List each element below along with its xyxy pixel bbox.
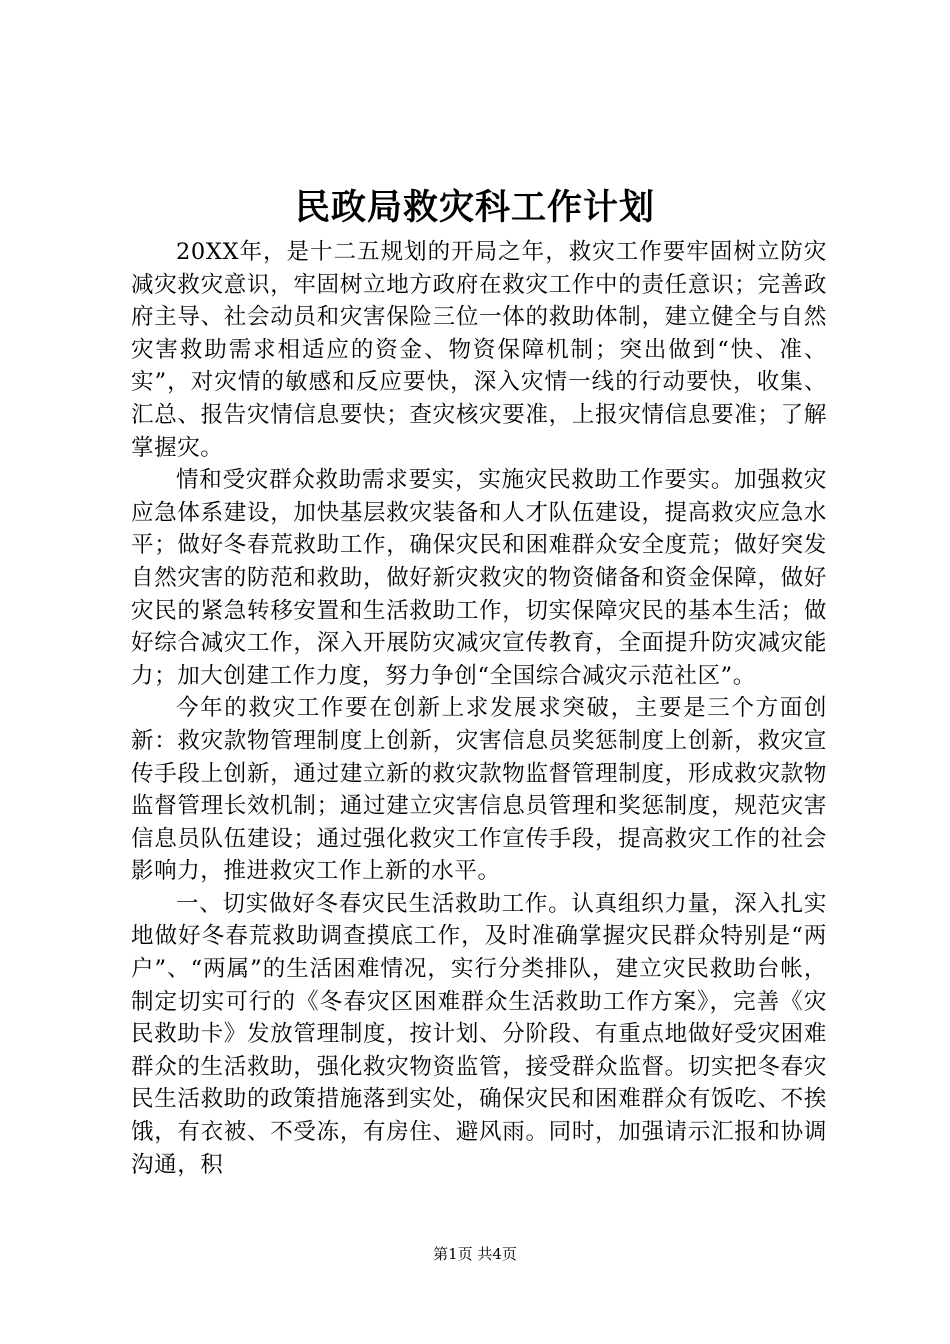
document-body — [131, 236, 827, 1181]
page-footer: 第1页 共4页 — [433, 1245, 517, 1263]
document-title: 民政局救灾科工作计划 — [294, 187, 655, 228]
paragraph-2: 情和受灾群众救助需求要实，实施灾民救助工作要实。加强救灾应急体系建设，加快基层救灾装备和人才队伍建设，提高救灾应急水平；做好冬春荒救助工作，确保灾民和困难群众安全度荒；做好突发自然灾害的防范和救助，做好新灾救灾的物资储备和资金保障，做好灾民的紧急转移安置和生活救助工作，切实保障灾民的基本生活；做好综合减灾工作，深入开展防灾减灾宣传教育，全面提升防灾减灾能力；加大创建工作力度，努力争创“全国综合减灾示范社区”。 — [131, 467, 827, 689]
paragraph-1: 20XX年，是十二五规划的开局之年，救灾工作要牢固树立防灾减灾救灾意识，牢固树立地方政府在救灾工作中的责任意识；完善政府主导、社会动员和灾害保险三位一体的救助体制，建立健全与自然灾害救助需求相适应的资金、物资保障机制；突出做到“快、准、实”，对灾情的敏感和反应要快，深入灾情一线的行动要快，收集、汇总、报告灾情信息要快；查灾核灾要准，上报灾情信息要准；了解掌握灾。 — [131, 239, 827, 461]
paragraph-3: 今年的救灾工作要在创新上求发展求突破，主要是三个方面创新：救灾款物管理制度上创新，灾害信息员奖惩制度上创新，救灾宣传手段上创新，通过建立新的救灾款物监督管理制度，形成救灾款物监督管理长效机制；通过建立灾害信息员管理和奖惩制度，规范灾害信息员队伍建设；通过强化救灾工作宣传手段，提高救灾工作的社会影响力，推进救灾工作上新的水平。 — [131, 695, 827, 885]
paragraph-4: 一、切实做好冬春灾民生活救助工作。认真组织力量，深入扎实地做好冬春荒救助调查摸底工作，及时准确掌握灾民群众特别是“两户”、“两属”的生活困难情况，实行分类排队，建立灾民救助台帐，制定切实可行的《冬春灾区困难群众生活救助工作方案》，完善《灾民救助卡》发放管理制度，按计划、分阶段、有重点地做好受灾困难群众的生活救助，强化救灾物资监管，接受群众监督。切实把冬春灾民生活救助的政策措施落到实处，确保灾民和困难群众有饭吃、不挨饿，有衣被、不受冻，有房住、避风雨。同时，加强请示汇报和协调沟通，积 — [131, 890, 827, 1178]
